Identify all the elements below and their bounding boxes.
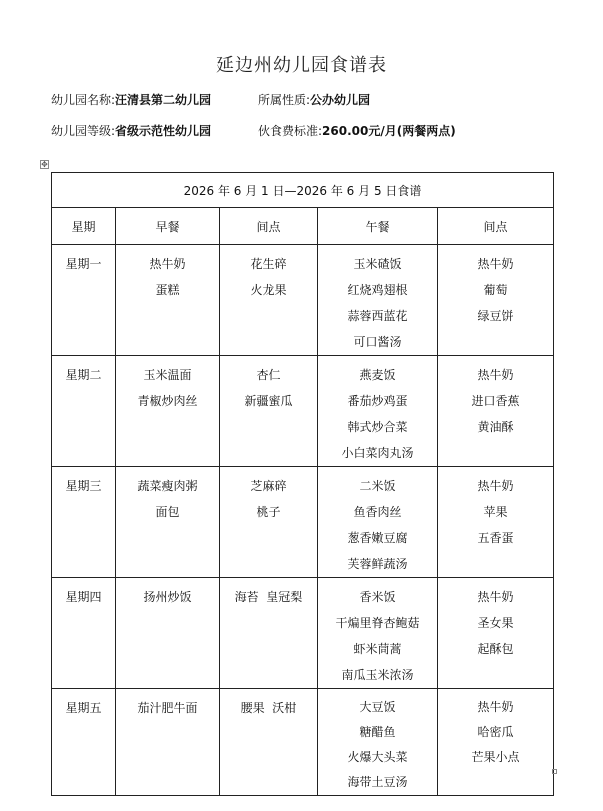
table-resize-handle-icon[interactable] [552,769,557,774]
fee-label: 伙食费标准: [258,124,323,138]
table-row [52,356,554,467]
day-label: 星期四 [65,590,102,604]
lunch-item: 香米饭 [359,590,396,604]
table-row [52,245,554,356]
lunch-cell [318,689,438,796]
snack-2-cell [438,689,554,796]
lunch-item: 芙蓉鲜蔬汤 [347,557,408,571]
snack-1-item: 新疆蜜瓜 [244,394,293,408]
info-fee-line [258,122,456,139]
table-move-handle-icon[interactable]: ✥ [41,160,48,169]
lunch-item: 虾米茼蒿 [353,642,402,656]
breakfast-item: 茄汁肥牛面 [137,701,198,715]
info-ownership-line [258,91,370,108]
snack-2-cell [438,578,554,689]
snack-2-item: 五香蛋 [477,531,514,545]
breakfast-item: 扬州炒饭 [143,590,192,604]
snack-2-item: 热牛奶 [477,700,514,714]
snack-1-item: 杏仁 [256,368,281,382]
lunch-cell [318,467,438,578]
lunch-item: 蒜蓉西蓝花 [347,309,408,323]
day-cell [52,467,116,578]
lunch-item: 小白菜肉丸汤 [341,446,414,460]
lunch-item: 燕麦饭 [359,368,396,382]
breakfast-cell [116,689,220,796]
snack-1-cell [220,356,318,467]
snack-1-item: 腰果 沃柑 [240,701,297,715]
table-row [52,467,554,578]
kindergarten-name-label: 幼儿园名称: [51,93,116,107]
table-row [52,689,554,796]
info-grade-line [51,122,211,139]
snack-2-item: 热牛奶 [477,368,514,382]
header-breakfast: 早餐 [116,208,220,245]
lunch-item: 火爆大头菜 [347,750,408,764]
ownership-value: 公办幼儿园 [310,93,371,107]
header-snack-2: 间点 [438,208,554,245]
lunch-item: 二米饭 [359,479,396,493]
ownership-label: 所属性质: [258,93,311,107]
snack-2-item: 热牛奶 [477,590,514,604]
lunch-item: 糖醋鱼 [359,725,396,739]
snack-2-item: 热牛奶 [477,257,514,271]
lunch-cell [318,245,438,356]
breakfast-item: 青椒炒肉丝 [137,394,198,408]
snack-2-item: 黄油酥 [477,420,514,434]
grade-label: 幼儿园等级: [51,124,116,138]
kindergarten-name-value: 汪清县第二幼儿园 [115,93,212,107]
breakfast-item: 蔬菜瘦肉粥 [137,479,198,493]
day-label: 星期三 [65,479,102,493]
snack-1-cell [220,578,318,689]
document-title: 延边州幼儿园食谱表 [216,55,387,76]
lunch-item: 番茄炒鸡蛋 [347,394,408,408]
breakfast-cell [116,245,220,356]
breakfast-item: 热牛奶 [149,257,186,271]
breakfast-item: 面包 [155,505,180,519]
info-name-line [51,91,211,108]
day-label: 星期二 [65,368,102,382]
lunch-item: 鱼香肉丝 [353,505,402,519]
snack-2-cell [438,467,554,578]
fee-value: 260.00元/月(两餐两点) [322,124,456,138]
snack-1-item: 芝麻碎 [250,479,287,493]
snack-2-item: 圣女果 [477,616,514,630]
day-label: 星期一 [65,257,102,271]
snack-1-item: 花生碎 [250,257,287,271]
lunch-item: 韩式炒合菜 [347,420,408,434]
snack-2-item: 葡萄 [483,283,508,297]
day-label: 星期五 [65,701,102,715]
grade-value: 省级示范性幼儿园 [115,124,212,138]
snack-1-item: 桃子 [256,505,281,519]
lunch-item: 玉米碴饭 [353,257,402,271]
header-lunch: 午餐 [318,208,438,245]
lunch-cell [318,356,438,467]
breakfast-item: 蛋糕 [155,283,180,297]
snack-2-cell [438,245,554,356]
breakfast-cell [116,578,220,689]
header-day: 星期 [52,208,116,245]
table-row [52,578,554,689]
snack-2-item: 绿豆饼 [477,309,514,323]
lunch-item: 可口酱汤 [353,335,402,349]
snack-1-cell [220,689,318,796]
lunch-item: 红烧鸡翅根 [347,283,408,297]
snack-2-item: 苹果 [483,505,508,519]
table-caption: 2026 年 6 月 1 日—2026 年 6 月 5 日食谱 [52,173,554,208]
snack-1-cell [220,245,318,356]
header-snack-1: 间点 [220,208,318,245]
snack-1-item: 海苔 皇冠梨 [234,590,303,604]
lunch-item: 大豆饭 [359,700,396,714]
lunch-item: 干煸里脊杏鲍菇 [335,616,420,630]
day-cell [52,356,116,467]
snack-2-cell [438,356,554,467]
snack-2-item: 芒果小点 [471,750,520,764]
lunch-cell [318,578,438,689]
snack-2-item: 进口香蕉 [471,394,520,408]
day-cell [52,689,116,796]
breakfast-cell [116,356,220,467]
snack-1-cell [220,467,318,578]
snack-2-item: 热牛奶 [477,479,514,493]
lunch-item: 葱香嫩豆腐 [347,531,408,545]
day-cell [52,578,116,689]
snack-2-item: 起酥包 [477,642,514,656]
lunch-item: 海带土豆汤 [347,775,408,789]
snack-1-item: 火龙果 [250,283,287,297]
snack-2-item: 哈密瓜 [477,725,514,739]
breakfast-item: 玉米温面 [143,368,192,382]
lunch-item: 南瓜玉米浓汤 [341,668,414,682]
menu-table [51,172,554,796]
day-cell [52,245,116,356]
breakfast-cell [116,467,220,578]
